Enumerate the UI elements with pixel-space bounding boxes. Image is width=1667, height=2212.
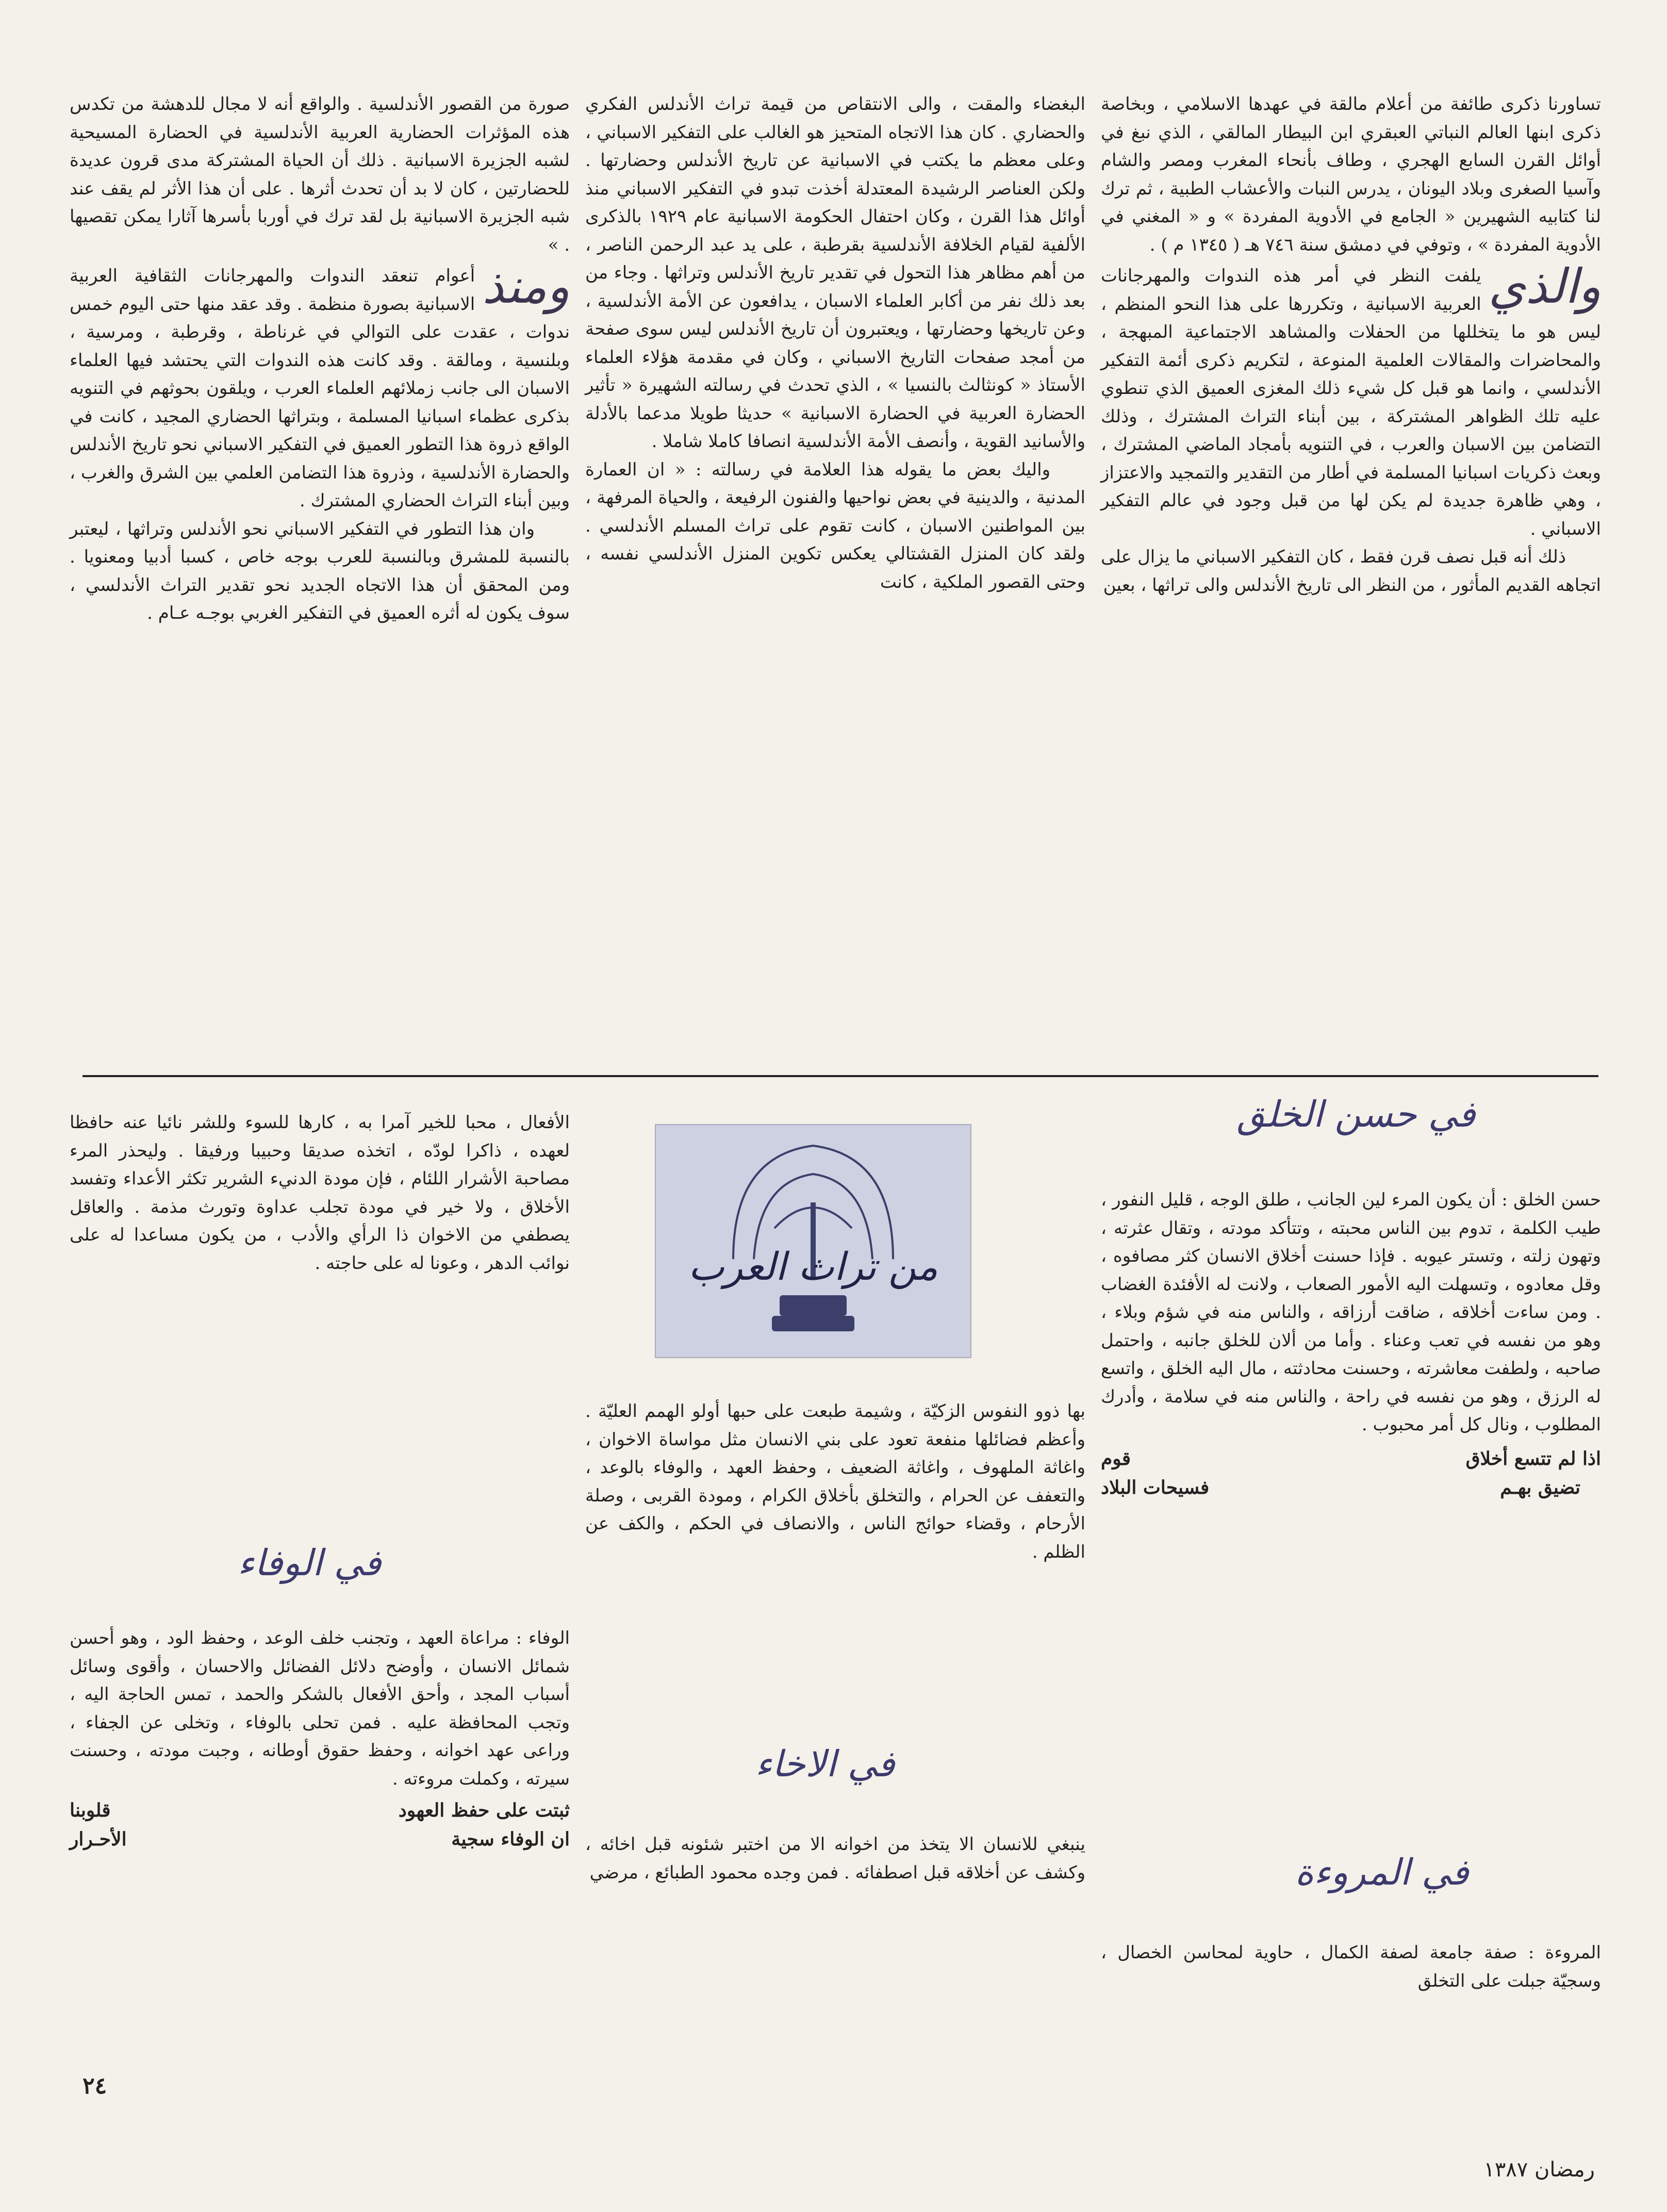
paragraph: الأفعال ، محبا للخير آمرا به ، كارها للسوء وللشر نائيا عنه حافظا لعهده ، ذاكرا لودّه ، اتخذه صديقا وحبيبا ورفيقا . وليحذر المرء مصاحبة الأشرار اللئام ، فإن مودة الدنيء الشرير تكثر الأعداء وتفسد الأخلاق ، ولا خير في مودة تجلب عداوة وتورث مذمة . والعاقل يصطفي من الاخوان ذا الرأي والأدب ، من يكون مساعدا له على نوائب الدهر ، وعونا له على حاجته . — [70, 1112, 570, 1274]
page-number: ٢٤ — [82, 2073, 107, 2099]
bottom-column-left-end — [70, 1624, 570, 2062]
banner-title: من تراث العرب — [688, 1245, 938, 1289]
bottom-column-middle — [585, 1397, 1085, 1707]
paragraph: صورة من القصور الأندلسية . والواقع أنه لا مجال للدهشة من تكدس هذه المؤثرات الحضارية العربية الأندلسية في الحضارة المسيحية لشبه الجزيرة الاسبانية . ذلك أن الحياة المشتركة مدى قرون عديدة للحضارتين ، كان لا بد أن تحدث أثرها . على أن هذا الأثر لم يقف عند شبه الجزيرة الاسبانية بل لقد ترك في أوربا بأسرها آثارا يمكن تقصيها . » — [70, 94, 570, 255]
issue-date: رمضان ١٣٨٧ — [1483, 2158, 1595, 2182]
bottom-column-left — [70, 1109, 570, 1428]
verse-line: تضيق بهـم فسيحات البلاد — [1101, 1476, 1580, 1498]
paragraph: ينبغي للانسان الا يتخذ من اخوانه الا من اختبر شئونه قبل اخائه ، وكشف عن أخلاقه قبل اصطفائه . فمن وجده محمود الطبائع ، مرضي — [585, 1834, 1085, 1883]
paragraph: تساورنا ذكرى طائفة من أعلام مالقة في عهدها الاسلامي ، وبخاصة ذكرى ابنها العالم النباتي العبقري ابن البيطار المالقي ، الذي نبغ في أوائل القرن السابع الهجري ، وطاف بأنحاء المغرب ومصر والشام وآسيا الصغرى وبلاد اليونان ، يدرس النبات والأعشاب الطبية ، ثم ترك لنا كتابيه الشهيرين « الجامع في الأدوية المفردة » و « المغني في الأدوية المفردة » ، وتوفي في دمشق سنة ٧٤٦ هـ ( ١٣٤٥ م ) . — [1101, 94, 1601, 255]
paragraph: المروءة : صفة جامعة لصفة الكمال ، حاوية لمحاسن الخصال ، وسجيّة جبلت على التخلق — [1101, 1942, 1601, 1991]
heading-wafa: في الوفاء — [237, 1542, 382, 1584]
top-column-middle — [585, 90, 1085, 998]
paragraph: واليك بعض ما يقوله هذا العلامة في رسالته : « ان العمارة المدنية ، والدينية في بعض نواحيها والفنون الرفيعة ، والحياة المرفهة ، بين المواطنين الاسبان ، كانت تقوم على تراث المسلم الأندلسي . ولقد كان المنزل القشتالي يعكس تكوين المنزل الأندلسي نفسه ، وحتى القصور الملكية ، كانت — [585, 459, 1085, 592]
verse-line: اذا لم تتسع أخلاق قوم — [1101, 1447, 1601, 1470]
drop-word: ومنذ — [482, 259, 570, 314]
heading-ikha: في الاخاء — [755, 1743, 895, 1785]
drop-word: والذي — [1488, 259, 1601, 314]
paragraph: ذلك أنه قبل نصف قرن فقط ، كان التفكير الاسباني ما يزال على اتجاهه القديم المأثور ، من النظر الى تاريخ الأندلس والى تراثها ، بعين — [1101, 547, 1601, 596]
section-divider — [82, 1075, 1598, 1077]
paragraph: وان هذا التطور في التفكير الاسباني نحو الأندلس وتراثها ، ليعتبر بالنسبة للمشرق وبالنسبة للعرب بوجه خاص ، كسبا أدبيا ومعنويا . ومن المحقق أن هذا الاتجاه الجديد نحو تقدير التراث الأندلسي ، سوف يكون له أثره العميق في التفكير الغربي بوجـه عـام . — [70, 518, 570, 623]
bottom-column-middle-end — [585, 1830, 1085, 2037]
heading-muruwwa: في المروءة — [1295, 1851, 1469, 1893]
section-banner — [655, 1124, 971, 1358]
verse-line: ثبتت على حفظ العهود قلوبنا — [70, 1800, 570, 1821]
paragraph: الوفاء : مراعاة العهد ، وتجنب خلف الوعد ، وحفظ الود ، وهو أحسن شمائل الانسان ، وأوضح دلائل الفضائل والاحسان ، وأقوى وسائل أسباب المجد ، وأحق الأفعال بالشكر والحمد ، تمس الحاجة اليه ، وتجب المحافظة عليه . فمن تحلى بالوفاء ، وتخلى عن الجفاء ، وراعى عهد اخوانه ، وحفظ حقوق أوطانه ، وجبت مودته ، وحسنت سيرته ، وكملت مروءته . — [70, 1628, 570, 1789]
paragraph: حسن الخلق : أن يكون المرء لين الجانب ، طلق الوجه ، قليل النفور ، طيب الكلمة ، تدوم بين الناس محبته ، وتتأكد مودته ، وتقال عثرته ، وتهون زلته ، وتستر عيوبه . فإذا حسنت أخلاق الانسان كثر مصافوه ، وقل معادوه ، وتسهلت اليه الأمور الصعاب ، ولانت له الأفئدة الغضاب . ومن ساءت أخلاقه ، ضاقت أرزاقه ، والناس منه في شؤم وبلاء ، وهو من نفسه في تعب وعناء . وأما من ألان للخلق جانبه ، واحتمل صاحبه ، ولطفت معاشرته ، وحسنت محادثته ، مال اليه الخلق ، واتسع له الرزق ، وهو من نفسه في راحة ، والناس منه في سلامة ، وأدرك المطلوب ، ونال كل أمر محبوب . — [1101, 1190, 1601, 1435]
banner-illustration — [656, 1125, 970, 1357]
bottom-column-right — [1101, 1186, 1601, 1800]
paragraph: والذي يلفت النظر في أمر هذه الندوات والمهرجانات العربية الاسبانية ، وتكررها على هذا النحو المنظم ، ليس هو ما يتخللها من الحفلات والمشاهد الاجتماعية المبهجة ، والمحاضرات والمقالات العلمية المنوعة ، لتكريم ذكرى أئمة التفكير الأندلسي ، وانما هو قبل كل شيء ذلك المغزى العميق الذي تنطوي عليه تلك الظواهر المشتركة ، بين أبناء التراث المشترك ، وذلك التضامن بين الاسبان والعرب ، في التنويه بأمجاد الماضي المشترك ، وبعث ذكريات اسبانيا المسلمة في أطار من التقدير والتمجيد والاعتزاز ، وهي ظاهرة جديدة لم يكن لها من قبل وجود في عالم التفكير الاسباني . — [1101, 259, 1601, 539]
top-column-left — [70, 90, 570, 998]
paragraph: ومنذ أعوام تنعقد الندوات والمهرجانات الثقافية العربية الاسبانية بصورة منظمة . وقد عقد منها حتى اليوم خمس ندوات ، عقدت على التوالي في غرناطة ، وقرطبة ، ومرسية ، وبلنسية ، ومالقة . وقد كانت هذه الندوات التي يحتشد فيها العلماء الاسبان الى جانب زملائهم العلماء العرب ، ويلقون بحوثهم في التنويه بذكرى عظماء اسبانيا المسلمة ، وبتراثها الحضاري المجيد ، كانت في الواقع ذروة هذا التطور العميق في التفكير الاسباني نحو تاريخ الأندلس والحضارة الأندلسية ، وذروة هذا التضامن العلمي بين الشرق والغرب ، وبين أبناء التراث الحضاري المشترك . — [70, 259, 570, 511]
verse-line: ان الوفاء سجية الأحـرار — [70, 1828, 570, 1850]
bottom-column-right-end — [1101, 1939, 1601, 2016]
heading-husn-alkhuluq: في حسن الخلق — [1236, 1093, 1476, 1135]
paragraph: البغضاء والمقت ، والى الانتقاص من قيمة تراث الأندلس الفكري والحضاري . كان هذا الاتجاه المتحيز هو الغالب على التفكير الاسباني ، وعلى معظم ما يكتب في الاسبانية عن تاريخ الأندلس وحضارتها . ولكن العناصر الرشيدة المعتدلة أخذت تبدو في التفكير الاسباني منذ أوائل هذا القرن ، وكان احتفال الحكومة الاسبانية عام ١٩٢٩ بالذكرى الألفية لقيام الخلافة الأندلسية بقرطبة ، على يد عبد الرحمن الناصر ، من أهم مظاهر هذا التحول في تقدير تاريخ الأندلس وتراثها . وجاء من بعد ذلك نفر من أكابر العلماء الاسبان ، يدافعون عن الأمة الأندلسية ، وعن تاريخها وحضارتها ، ويعتبرون أن تاريخ الأندلس ليس سوى صفحة من أمجد صفحات التاريخ الاسباني ، وكان في مقدمة هؤلاء العلماء الأستاذ « كونثالث بالنسيا » ، الذي تحدث في رسالته الشهيرة « تأثير الحضارة العربية في الحضارة الاسبانية » حديثا طويلا مدعما بالأدلة والأسانيد القوية ، وأنصف الأمة الأندلسية انصافا كاملا شاملا . — [585, 94, 1085, 452]
top-column-right — [1101, 90, 1601, 998]
paragraph: بها ذوو النفوس الزكيّة ، وشيمة طبعت على حبها أولو الهمم العليّة . وأعظم فضائلها منفعة تعود على بني الانسان مثل مواساة الاخوان ، واغاثة الملهوف ، واغاثة الضعيف ، وحفظ العهد ، والوفاء بالوعد ، والتعفف عن الحرام ، والتخلق بأخلاق الكرام ، ومودة القربى ، وصلة الأرحام ، وقضاء حوائج الناس ، والانصاف في الحكم ، والكف عن الظلم . — [585, 1401, 1085, 1562]
